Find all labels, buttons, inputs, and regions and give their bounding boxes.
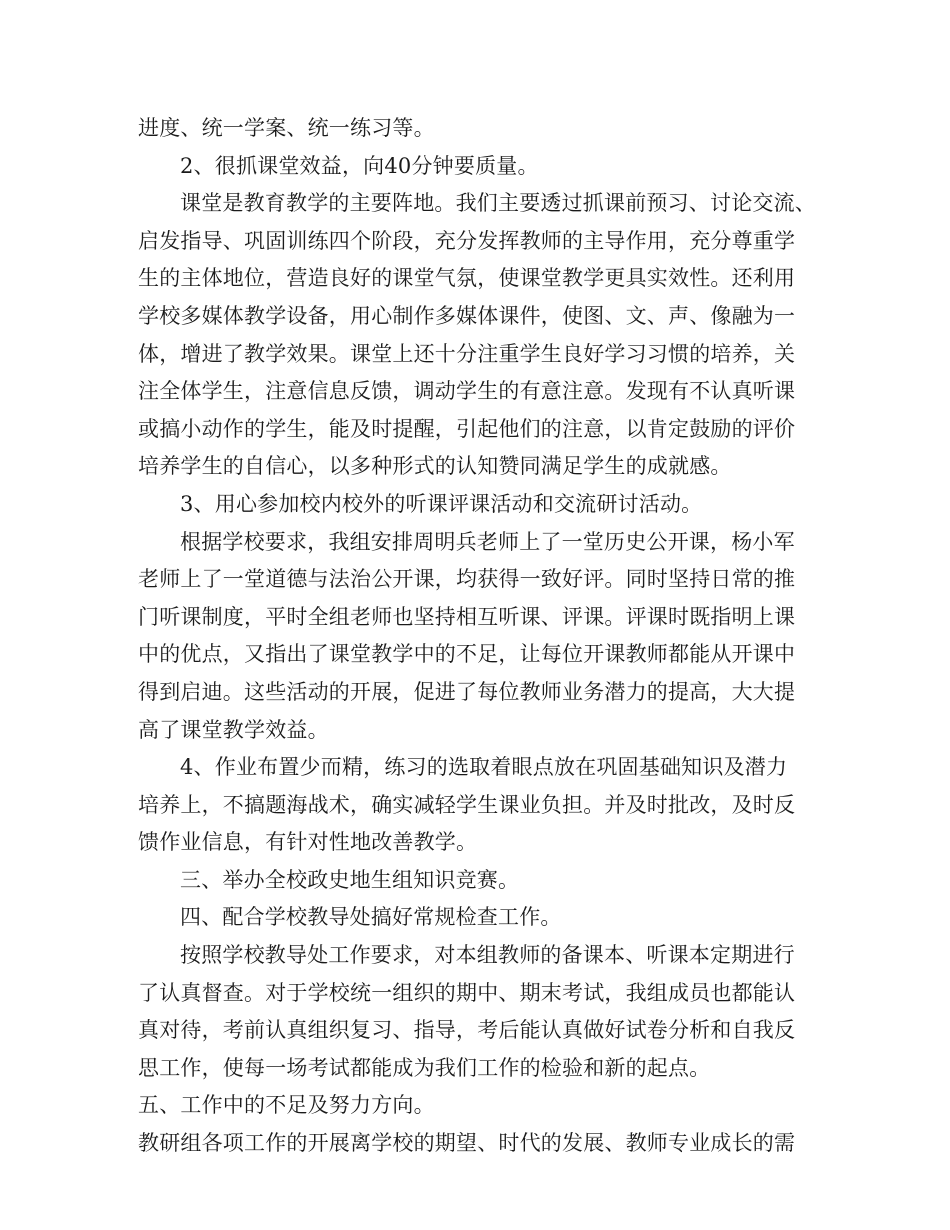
- text-line: 或搞小动作的学生，能及时提醒，引起他们的注意，以肯定鼓励的评价: [138, 416, 796, 441]
- text-line: 馈作业信息，有针对性地改善教学。: [138, 830, 478, 855]
- text-line: 四、配合学校教导处搞好常规检查工作。: [180, 905, 562, 930]
- text-line: 学校多媒体教学设备，用心制作多媒体课件，使图、文、声、像融为一: [138, 303, 796, 328]
- text-line: 五、工作中的不足及努力方向。: [138, 1093, 435, 1118]
- text-line: 课堂是教育教学的主要阵地。我们主要透过抓课前预习、讨论交流、: [180, 191, 816, 216]
- text-line: 培养学生的自信心，以多种形式的认知赞同满足学生的成就感。: [138, 454, 732, 479]
- text-line: 真对待，考前认真组织复习、指导，考后能认真做好试卷分析和自我反: [138, 1018, 796, 1043]
- text-line: 3、用心参加校内校外的听课评课活动和交流研讨活动。: [180, 491, 703, 516]
- text-line: 生的主体地位，营造良好的课堂气氛，使课堂教学更具实效性。还利用: [138, 266, 796, 291]
- text-line: 高了课堂教学效益。: [138, 717, 329, 742]
- text-line: 培养上，不搞题海战术，确实减轻学生课业负担。并及时批改，及时反: [138, 792, 796, 817]
- text-line: 老师上了一堂道德与法治公开课，均获得一致好评。同时坚持日常的推: [138, 567, 796, 592]
- text-line: 启发指导、巩固训练四个阶段，充分发挥教师的主导作用，充分尊重学: [138, 228, 796, 253]
- text-line: 体，增进了教学效果。课堂上还十分注重学生良好学习习惯的培养，关: [138, 341, 796, 366]
- text-line: 教研组各项工作的开展离学校的期望、时代的发展、教师专业成长的需: [138, 1131, 796, 1156]
- text-line: 了认真督查。对于学校统一组织的期中、期末考试，我组成员也都能认: [138, 980, 796, 1005]
- text-line: 4、作业布置少而精，练习的选取着眼点放在巩固基础知识及潜力: [180, 755, 788, 780]
- text-line: 三、举办全校政史地生组知识竞赛。: [180, 867, 520, 892]
- text-line: 根据学校要求，我组安排周明兵老师上了一堂历史公开课，杨小军: [180, 529, 795, 554]
- text-line: 进度、统一学案、统一练习等。: [138, 116, 435, 140]
- text-line: 思工作，使每一场考试都能成为我们工作的检验和新的起点。: [138, 1055, 711, 1080]
- text-line: 门听课制度，平时全组老师也坚持相互听课、评课。评课时既指明上课: [138, 604, 796, 629]
- text-line: 按照学校教导处工作要求，对本组教师的备课本、听课本定期进行: [180, 943, 795, 968]
- text-line: 得到启迪。这些活动的开展，促进了每位教师业务潜力的提高，大大提: [138, 679, 796, 704]
- text-line: 中的优点，又指出了课堂教学中的不足，让每位开课教师都能从开课中: [138, 642, 796, 667]
- document-body: [138, 110, 828, 1163]
- text-line: 2、很抓课堂效益，向40分钟要质量。: [180, 153, 539, 178]
- text-line: 注全体学生，注意信息反馈，调动学生的有意注意。发现有不认真听课: [138, 379, 796, 404]
